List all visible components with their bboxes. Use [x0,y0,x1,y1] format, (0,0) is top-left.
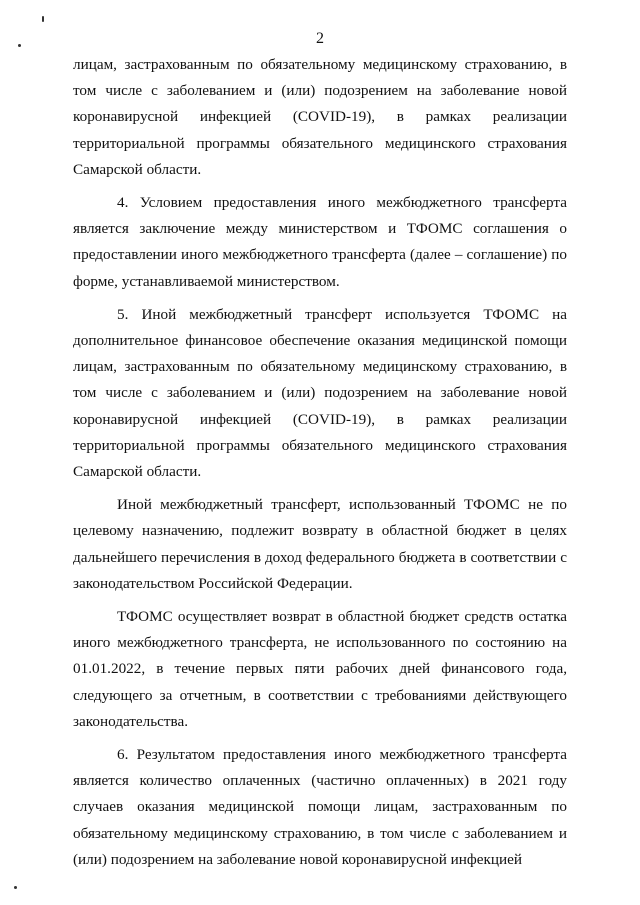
paragraph: Иной межбюджетный трансферт, использованный ТФОМС не по целевому назначению, подлежит возврату в областной бюджет в целях дальнейшего перечисления в доход федерального бюджета в соответствии с законодательством Российской Федерации. [73,496,567,592]
paragraph: 5. Иной межбюджетный трансферт используется ТФОМС на дополнительное финансовое обеспечение оказания медицинской помощи лицам, застрахованным по обязательному медицинскому страхованию, в том числе с заболеванием и (или) подозрением на заболевание новой коронавирусной инфекцией (COVID-19), в рамках реализации территориальной программы обязательного медицинского страхования Самарской области. [73,305,567,481]
paragraph: 6. Результатом предоставления иного межбюджетного трансферта является количество оплаченных (частично оплаченных) в 2021 году случаев оказания медицинской помощи лицам, застрахованным по обязательному медицинскому страхованию, в том числе с заболеванием и (или) подозрением на заболевание новой коронавирусной инфекцией [73,746,567,868]
paragraph: лицам, застрахованным по обязательному медицинскому страхованию, в том числе с заболеванием и (или) подозрением на заболевание новой коронавирусной инфекцией (COVID-19), в рамках реализации территориальной программы обязательного медицинского страхования Самарской области. [73,56,567,178]
paragraph: ТФОМС осуществляет возврат в областной бюджет средств остатка иного межбюджетного трансферта, не использованного по состоянию на 01.01.2022, в течение первых пяти рабочих дней финансового года, следующего за отчетным, в соответствии с требованиями действующего законодательства. [73,608,567,730]
body-text [73,52,567,873]
scan-mark [14,886,17,889]
scan-mark [42,16,44,22]
paragraph: 4. Условием предоставления иного межбюджетного трансферта является заключение между министерством и ТФОМС соглашения о предоставлении иного межбюджетного трансферта (далее – соглашение) по форме, устанавливаемой министерством. [73,194,567,290]
page-number: 2 [316,30,324,47]
